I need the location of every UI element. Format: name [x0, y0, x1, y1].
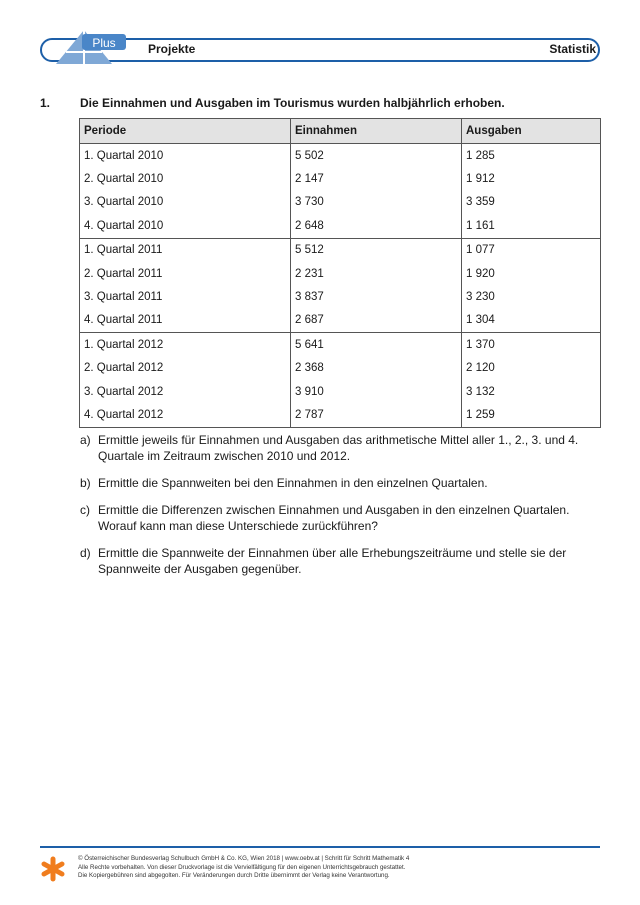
table-row	[80, 333, 601, 357]
table-row	[80, 214, 601, 238]
cell-periode: 1. Quartal 2011	[80, 238, 291, 262]
cell-periode: 2. Quartal 2012	[80, 357, 291, 380]
data-table	[79, 118, 601, 428]
cell-ausgaben: 1 259	[462, 403, 601, 427]
question-label: c)	[80, 503, 90, 517]
header-einnahmen: Einnahmen	[291, 119, 462, 144]
header-left-title: Projekte	[148, 42, 196, 56]
publisher-logo-icon	[40, 856, 66, 882]
cell-periode: 3. Quartal 2010	[80, 191, 291, 214]
table-row	[80, 262, 601, 285]
cell-ausgaben: 3 230	[462, 285, 601, 308]
question-text: Ermittle jeweils für Einnahmen und Ausgaben das arithmetische Mittel aller 1., 2., 3. und 4. Quartale im Zeitraum zwischen 2010 und 2012.	[98, 433, 579, 463]
cell-periode: 3. Quartal 2011	[80, 285, 291, 308]
question-label: b)	[80, 476, 91, 490]
cell-einnahmen: 5 502	[291, 144, 462, 168]
table-row	[80, 403, 601, 427]
table-header-row	[80, 119, 601, 144]
table-row	[80, 144, 601, 168]
footer-line-1: © Österreichischer Bundesverlag Schulbuch GmbH & Co. KG, Wien 2018 | www.oebv.at | Schritt für Schritt Mathematik 4	[78, 855, 410, 862]
footer-divider	[40, 846, 600, 848]
cell-ausgaben: 3 359	[462, 191, 601, 214]
footer-line-3: Die Kopiergebühren sind abgegolten. Für Veränderungen durch Dritte übernimmt der Verlag keine Verantwortung.	[78, 872, 390, 880]
cell-ausgaben: 1 077	[462, 238, 601, 262]
header-right-title: Statistik	[549, 42, 596, 56]
logo-text: Plus	[92, 36, 116, 50]
question-text: Ermittle die Spannweite der Einnahmen über alle Erhebungszeiträume und stelle sie der Spannweite der Ausgaben gegenüber.	[98, 546, 567, 576]
cell-ausgaben: 2 120	[462, 357, 601, 380]
question-text: Ermittle die Spannweiten bei den Einnahmen in den einzelnen Quartalen.	[98, 476, 488, 490]
cell-einnahmen: 2 147	[291, 167, 462, 190]
question-item	[80, 545, 600, 577]
table-row	[80, 167, 601, 190]
cell-ausgaben: 1 161	[462, 214, 601, 238]
task-title: Die Einnahmen und Ausgaben im Tourismus wurden halbjährlich erhoben.	[80, 96, 505, 110]
cell-einnahmen: 2 687	[291, 309, 462, 333]
table-row	[80, 309, 601, 333]
header-periode: Periode	[80, 119, 291, 144]
cell-einnahmen: 2 787	[291, 403, 462, 427]
header-ausgaben: Ausgaben	[462, 119, 601, 144]
cell-einnahmen: 5 512	[291, 238, 462, 262]
question-label: a)	[80, 433, 91, 447]
table-row	[80, 191, 601, 214]
question-item	[80, 432, 600, 464]
table-row	[80, 380, 601, 403]
cell-periode: 4. Quartal 2011	[80, 309, 291, 333]
cell-einnahmen: 2 648	[291, 214, 462, 238]
question-text: Ermittle die Differenzen zwischen Einnahmen und Ausgaben in den einzelnen Quartalen. Worauf kann man diese Unterschiede zurückführen?	[98, 503, 570, 533]
cell-einnahmen: 3 837	[291, 285, 462, 308]
cell-einnahmen: 2 231	[291, 262, 462, 285]
cell-ausgaben: 1 370	[462, 333, 601, 357]
footer-line-2: Alle Rechte vorbehalten. Von dieser Druckvorlage ist die Vervielfältigung für den eigenen Unterrichtsgebrauch gestattet.	[78, 863, 406, 871]
cell-einnahmen: 5 641	[291, 333, 462, 357]
question-item	[80, 475, 600, 491]
cell-periode: 2. Quartal 2010	[80, 167, 291, 190]
cell-periode: 4. Quartal 2012	[80, 403, 291, 427]
table-row	[80, 238, 601, 262]
cell-periode: 2. Quartal 2011	[80, 262, 291, 285]
question-list	[80, 432, 600, 588]
footer-copyright	[78, 855, 409, 881]
cell-ausgaben: 3 132	[462, 380, 601, 403]
cell-einnahmen: 2 368	[291, 357, 462, 380]
question-label: d)	[80, 546, 91, 560]
cell-periode: 4. Quartal 2010	[80, 214, 291, 238]
cell-einnahmen: 3 910	[291, 380, 462, 403]
cell-periode: 1. Quartal 2010	[80, 144, 291, 168]
cell-ausgaben: 1 285	[462, 144, 601, 168]
task-number: 1.	[40, 96, 51, 110]
cell-periode: 3. Quartal 2012	[80, 380, 291, 403]
cell-ausgaben: 1 920	[462, 262, 601, 285]
table-row	[80, 285, 601, 308]
plus-logo	[52, 28, 130, 68]
table-row	[80, 357, 601, 380]
cell-einnahmen: 3 730	[291, 191, 462, 214]
cell-ausgaben: 1 912	[462, 167, 601, 190]
cell-ausgaben: 1 304	[462, 309, 601, 333]
question-item	[80, 502, 600, 534]
cell-periode: 1. Quartal 2012	[80, 333, 291, 357]
